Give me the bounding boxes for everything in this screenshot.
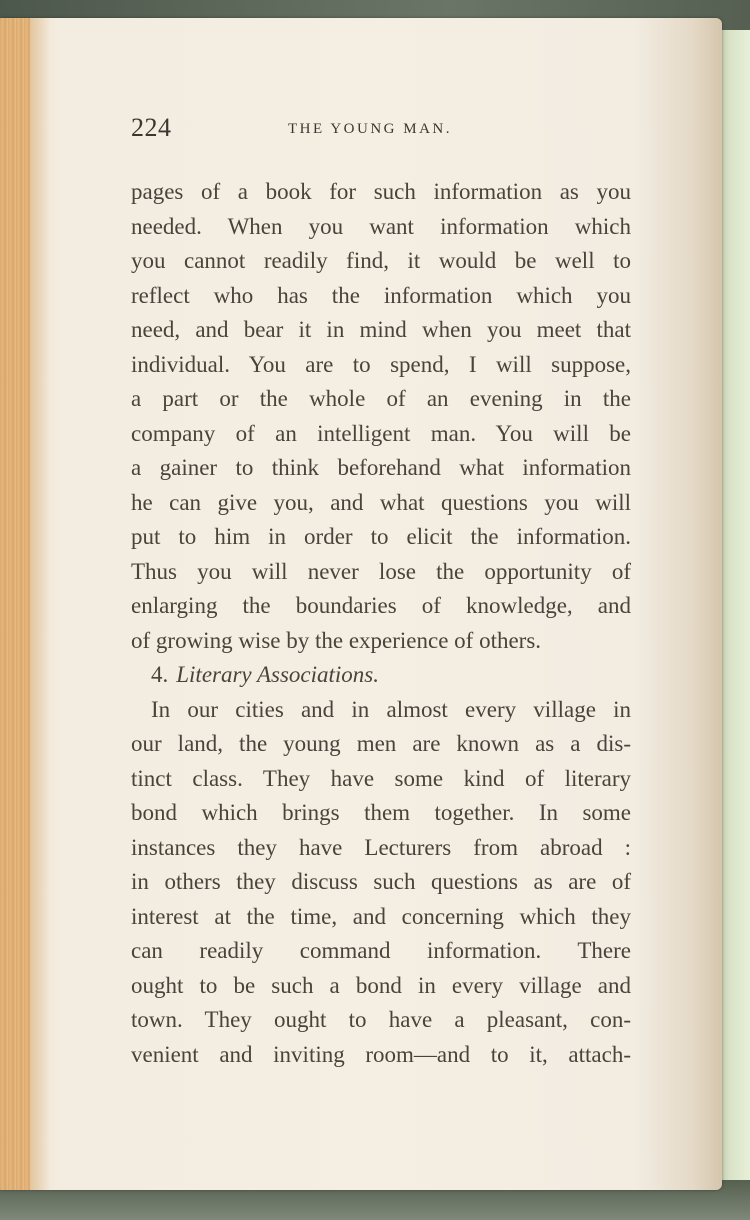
page-gutter-shadow <box>30 18 50 1190</box>
running-title: THE YOUNG MAN. <box>288 121 453 137</box>
text-line: reflect who has the information which you <box>131 282 631 308</box>
text-line: a part or the whole of an evening in the <box>131 386 631 411</box>
text-line: instances they have Lecturers from abroad : <box>131 834 631 860</box>
text-line: needed. When you want information which <box>131 213 631 239</box>
text-line: pages of a book for such information as you <box>131 179 631 204</box>
page-number: 224 <box>131 113 172 142</box>
text-line: in others they discuss such questions as are of <box>131 869 631 894</box>
text-line: you cannot readily find, it would be well to <box>131 248 631 273</box>
text-line: need, and bear it in mind when you meet that <box>131 317 631 342</box>
text-line: individual. You are to spend, I will suppose, <box>131 351 631 377</box>
page-gutter-edge <box>0 18 30 1190</box>
book-page <box>0 18 722 1190</box>
text-line: Thus you will never lose the opportunity of <box>131 558 631 584</box>
text-line: of growing wise by the experience of others. <box>131 627 542 653</box>
section-heading <box>131 658 631 693</box>
text-line: town. They ought to have a pleasant, con- <box>131 1007 631 1032</box>
text-line: a gainer to think beforehand what information <box>131 455 631 480</box>
section-title: Literary Associations. <box>176 662 380 687</box>
text-line: tinct class. They have some kind of literary <box>131 765 631 791</box>
text-line: enlarging the boundaries of knowledge, and <box>131 593 631 618</box>
text-line: can readily command information. There <box>131 938 631 963</box>
text-line: he can give you, and what questions you will <box>131 489 631 515</box>
text-line: bond which brings them together. In some <box>131 800 631 825</box>
text-line: interest at the time, and concerning which they <box>131 903 631 929</box>
text-line: ought to be such a bond in every village and <box>131 972 631 998</box>
text-line: In our cities and in almost every village in <box>151 696 631 722</box>
text-line: our land, the young men are known as a dis- <box>131 731 631 756</box>
body-text <box>131 175 631 1072</box>
text-line: company of an intelligent man. You will be <box>131 420 631 446</box>
text-line: venient and inviting room—and to it, attach- <box>131 1041 631 1067</box>
text-line: put to him in order to elicit the information. <box>131 524 631 549</box>
section-number: 4. <box>151 662 169 687</box>
running-head <box>131 113 631 153</box>
